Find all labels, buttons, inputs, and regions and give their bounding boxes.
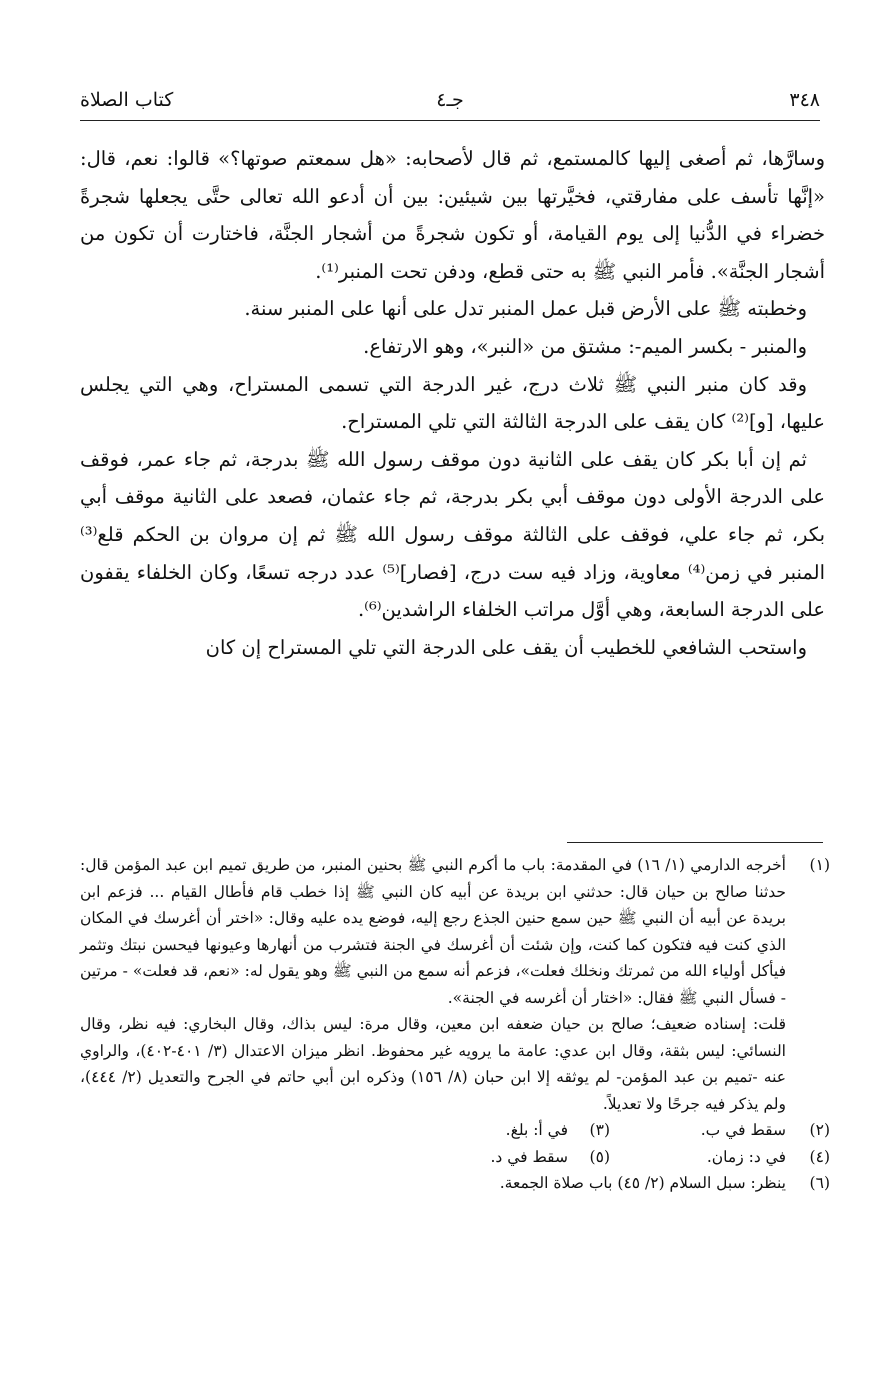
- page-header: [80, 80, 820, 121]
- footnote-number: (٥): [589, 1147, 610, 1166]
- footnote-number: (٢): [809, 1121, 830, 1139]
- footnotes: [80, 852, 830, 1197]
- footnote-text: ينظر: سبل السلام (٢/ ٤٥) باب صلاة الجمعة.: [499, 1174, 786, 1192]
- footnote-text: سقط في ب.: [700, 1121, 786, 1139]
- volume-label: جـ٤: [436, 89, 464, 111]
- page-number: ٣٤٨: [789, 89, 820, 111]
- footnote-1-comment: قلت: إسناده ضعيف؛ صالح بن حيان ضعفه ابن معين، وقال مرة: ليس بذاك، وقال البخاري: فيه نظر، وقال النسائي: ليس بثقة، وقال ابن عدي: عامة ما يرويه غير محفوظ. انظر ميزان الاعتدال (٣/ ٤٠١-٤٠٢)، والراوي عنه -تميم بن عبد المؤمن- لم يوثقه إلا ابن حبان (٨/ ١٥٦) وذكره ابن أبي حاتم في الجرح والتعديل (٢/ ٤٤٤)، ولم يذكر فيه جرحًا ولا تعديلاً.: [80, 1015, 787, 1113]
- paragraph: ثم إن أبا بكر كان يقف على الثانية دون موقف رسول الله ﷺ بدرجة، ثم جاء عمر، فوقف على الدرجة الأولى دون موقف أبي بكر بدرجة، ثم جاء عثمان، فصعد على الثانية موقف أبي بكر، ثم جاء علي، فوقف على الثالثة موقف رسول الله ﷺ ثم إن مروان بن الحكم قلع⁽³⁾ المنبر في زمن⁽⁴⁾ معاوية، وزاد فيه ست درج، [فصار]⁽⁵⁾ عدد درجه تسعًا، وكان الخلفاء يقفون على الدرجة السابعة، وهي أوَّل مراتب الخلفاء الراشدين⁽⁶⁾.: [80, 447, 825, 622]
- footnote-3: [506, 1117, 610, 1144]
- footnote-4: [610, 1144, 830, 1171]
- footnote-text: في أ: بلغ.: [505, 1121, 568, 1139]
- main-text: [80, 140, 825, 666]
- footnote-1: [80, 852, 830, 1011]
- footnote-row: [80, 1144, 830, 1171]
- footnote-number: (٣): [589, 1121, 610, 1139]
- footnote-5: [490, 1144, 610, 1171]
- footnote-number: (٦): [809, 1174, 830, 1192]
- book-title: كتاب الصلاة: [80, 89, 174, 111]
- footnote-text: أخرجه الدارمي (١/ ١٦) في المقدمة: باب ما أكرم النبي ﷺ بحنين المنبر، من طريق تميم ابن عبد المؤمن قال: حدثنا صالح بن حيان قال: حدثني ابن بريدة عن أبيه كان النبي ﷺ إذا خطب قام فأطال القيام ... فزعم ابن بريدة عن أبيه أن النبي ﷺ حين سمع حنين الجذع رجع إليه، فوضع يده عليه وقال: «اختر أن أغرسك في المكان الذي كنت فيه فتكون كما كنت، وإن شئت أن أغرسك في الجنة فتشرب من أنهارها وعيونها فيحسن نبتك وتثمر فيأكل أولياء الله من ثمرتك ونخلك فعلت»، فزعم أنه سمع من النبي ﷺ وهو يقول له: «نعم، قد فعلت» - مرتين - فسأل النبي ﷺ فقال: «اختار أن أغرسه في الجنة».: [80, 856, 786, 1007]
- footnote-2: [610, 1117, 830, 1144]
- footnote-6: [80, 1170, 830, 1197]
- paragraph: والمنبر - بكسر الميم-: مشتق من «النبر»، وهو الارتفاع.: [363, 334, 807, 358]
- footnote-text: سقط في د.: [490, 1147, 568, 1166]
- paragraph: واستحب الشافعي للخطيب أن يقف على الدرجة التي تلي المستراح إن كان: [205, 635, 807, 659]
- footnote-divider: [567, 842, 823, 843]
- footnote-text: في د: زمان.: [706, 1147, 786, 1166]
- paragraph: وخطبته ﷺ على الأرض قبل عمل المنبر تدل على أنها على المنبر سنة.: [244, 297, 807, 321]
- footnote-number: (١): [809, 856, 830, 874]
- footnote-row: [80, 1117, 830, 1144]
- paragraph: وقد كان منبر النبي ﷺ ثلاث درج، غير الدرجة التي تسمى المستراح، وهي التي يجلس عليها، [و]⁽²⁾ كان يقف على الدرجة الثالثة التي تلي المستراح.: [80, 372, 825, 434]
- paragraph: وسارَّها، ثم أصغى إليها كالمستمع، ثم قال لأصحابه: «هل سمعتم صوتها؟» قالوا: نعم، قال: «إنَّها تأسف على مفارقتي، فخيَّرتها بين شيئين: بين أن أدعو الله تعالى حتَّى يجعلها شجرةً خضراء في الدُّنيا إلى يوم القيامة، أو تكون شجرةً من أشجار الجنَّة، فاختارت أن تكون من أشجار الجنَّة». فأمر النبي ﷺ به حتى قطع، ودفن تحت المنبر⁽¹⁾.: [80, 147, 825, 283]
- footnote-number: (٤): [809, 1147, 830, 1166]
